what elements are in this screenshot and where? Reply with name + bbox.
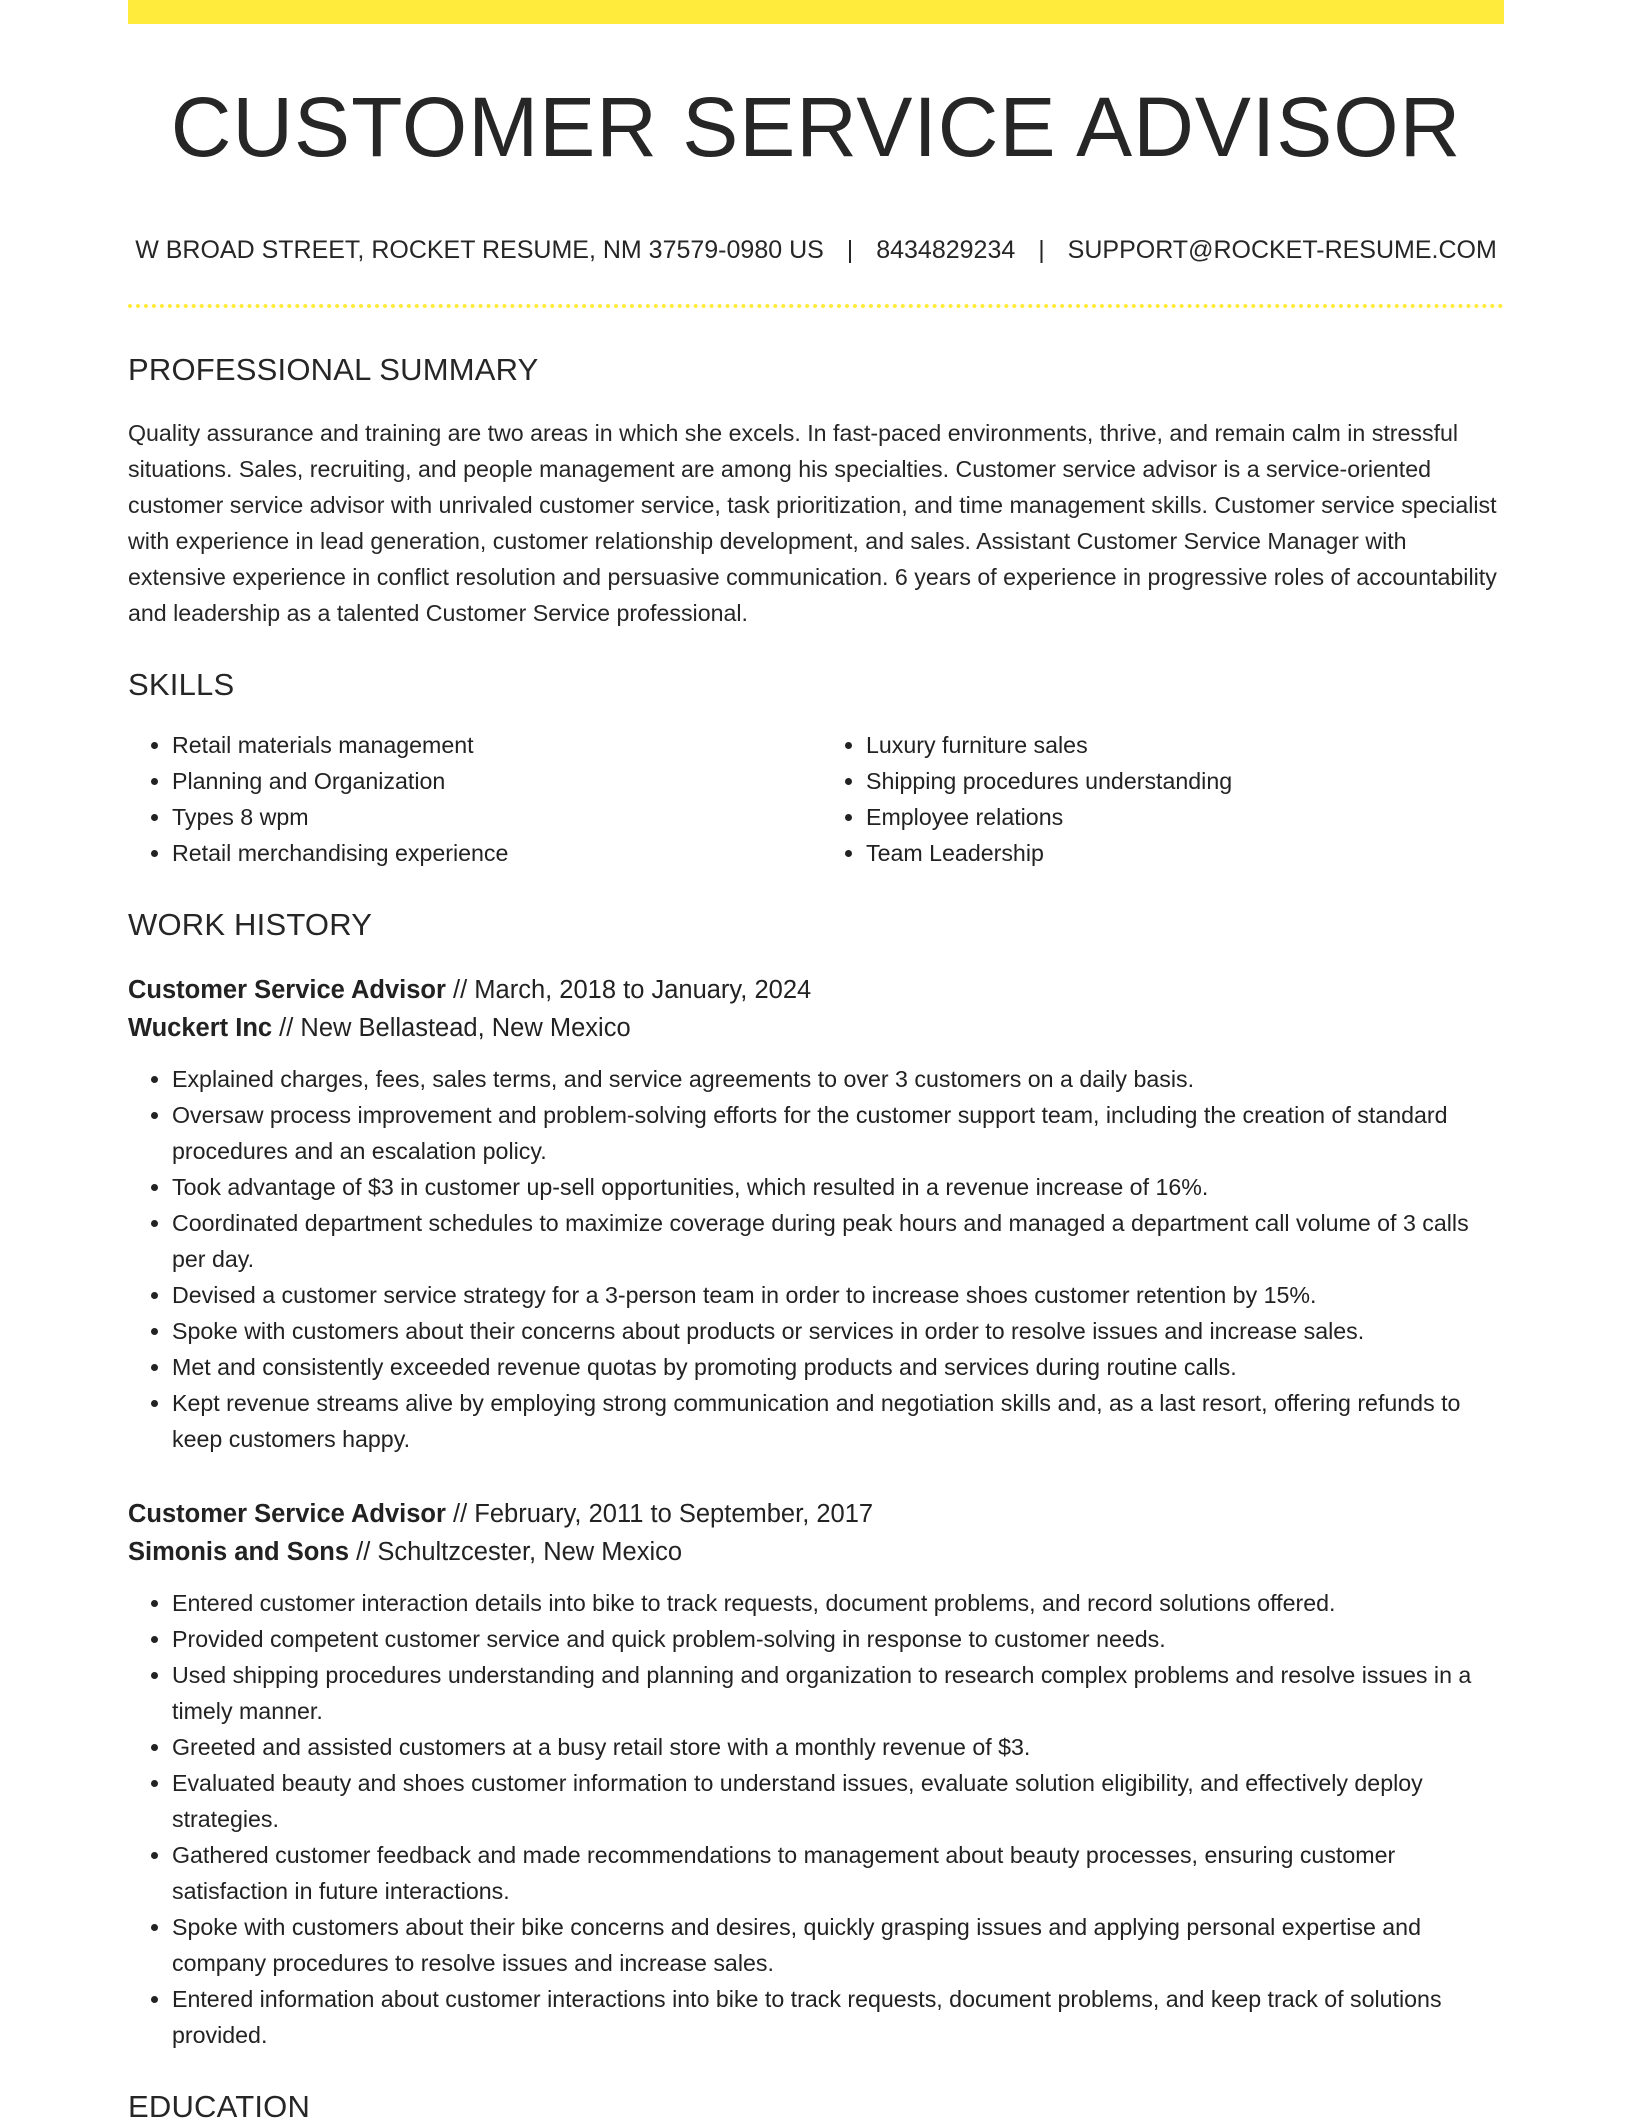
dotted-divider (128, 304, 1504, 308)
job-company-line (128, 1009, 1504, 1047)
contact-phone: 8434829234 (876, 236, 1016, 264)
job-bullet: • Spoke with customers about their bike concerns and desires, quickly grasping issues and applying personal expertise and company procedures to resolve issues and increase sales. (172, 1909, 1504, 1981)
skill-item: • Luxury furniture sales (866, 727, 1504, 763)
contact-line (128, 235, 1504, 265)
skill-item: • Retail materials management (172, 727, 810, 763)
job-bullet: • Greeted and assisted customers at a busy retail store with a monthly revenue of $3. (172, 1729, 1504, 1765)
skills-column-left (128, 727, 810, 871)
contact-email: SUPPORT@ROCKET-RESUME.COM (1067, 236, 1497, 264)
job-bullet: • Took advantage of $3 in customer up-sell opportunities, which resulted in a revenue increase of 16%. (172, 1169, 1504, 1205)
contact-separator: | (846, 236, 854, 264)
job-bullet: • Kept revenue streams alive by employing strong communication and negotiation skills and, as a last resort, offering refunds to keep customers happy. (172, 1385, 1504, 1457)
job-bullet: • Gathered customer feedback and made recommendations to management about beauty processes, ensuring customer satisfaction in future interactions. (172, 1837, 1504, 1909)
job-company: Simonis and Sons (128, 1538, 350, 1566)
job-bullet: • Met and consistently exceeded revenue quotas by promoting products and services during routine calls. (172, 1349, 1504, 1385)
job-dates: // March, 2018 to January, 2024 (445, 976, 812, 1004)
section-title-education: EDUCATION (128, 2089, 311, 2124)
skill-item: • Types 8 wpm (172, 799, 810, 835)
job-bullet: • Used shipping procedures understanding and planning and organization to research complex problems and resolve issues in a timely manner. (172, 1657, 1504, 1729)
skill-item: • Team Leadership (866, 835, 1504, 871)
resume-page (128, 0, 1504, 2122)
job-role: Customer Service Advisor (128, 1500, 446, 1528)
job-bullet: • Spoke with customers about their concerns about products or services in order to resolve issues and increase sales. (172, 1313, 1504, 1349)
resume-title: CUSTOMER SERVICE ADVISOR (170, 80, 1462, 174)
job-role-line (128, 1495, 1504, 1533)
job-bullet: • Entered information about customer interactions into bike to track requests, document problems, and keep track of solutions provided. (172, 1981, 1504, 2053)
section-title-skills: SKILLS (128, 667, 235, 702)
skill-item: • Employee relations (866, 799, 1504, 835)
contact-separator: | (1038, 236, 1045, 264)
job-role: Customer Service Advisor (128, 976, 446, 1004)
job-location: // Schultzcester, New Mexico (349, 1538, 683, 1566)
skill-item: • Retail merchandising experience (172, 835, 810, 871)
skill-item: • Shipping procedures understanding (866, 763, 1504, 799)
job-dates: // February, 2011 to September, 2017 (445, 1500, 874, 1528)
section-title-summary: PROFESSIONAL SUMMARY (128, 352, 539, 387)
summary-text: Quality assurance and training are two areas in which she excels. In fast-paced environments, thrive, and remain calm in stressful situations. Sales, recruiting, and people management are among his specialties. Customer service advisor is a service-oriented customer service advisor with unrivaled customer service, task prioritization, and time management skills. Customer service specialist with experience in lead generation, customer relationship development, and sales. Assistant Customer Service Manager with extensive experience in conflict resolution and persuasive communication. 6 years of experience in progressive roles of accountability and leadership as a talented Customer Service professional. (128, 420, 1497, 626)
job-company: Wuckert Inc (128, 1014, 273, 1042)
job-bullets (128, 1585, 1504, 2053)
section-title-work-history: WORK HISTORY (128, 907, 373, 942)
accent-top-bar (128, 0, 1504, 24)
job-bullet: • Devised a customer service strategy for a 3-person team in order to increase shoes customer retention by 15%. (172, 1277, 1504, 1313)
contact-address: W BROAD STREET, ROCKET RESUME, NM 37579-0980 US (135, 236, 824, 264)
skills-column-right (810, 727, 1504, 871)
job-bullet: • Entered customer interaction details into bike to track requests, document problems, and record solutions offered. (172, 1585, 1504, 1621)
skills-grid (128, 727, 1504, 871)
job-bullet: • Evaluated beauty and shoes customer information to understand issues, evaluate solution eligibility, and effectively deploy strategies. (172, 1765, 1504, 1837)
job-entry (128, 971, 1504, 1457)
job-role-line (128, 971, 1504, 1009)
job-bullet: • Coordinated department schedules to maximize coverage during peak hours and managed a department call volume of 3 calls per day. (172, 1205, 1504, 1277)
job-bullet: • Explained charges, fees, sales terms, and service agreements to over 3 customers on a daily basis. (172, 1061, 1504, 1097)
job-entry (128, 1495, 1504, 2053)
job-bullet: • Oversaw process improvement and problem-solving efforts for the customer support team, including the creation of standard procedures and an escalation policy. (172, 1097, 1504, 1169)
skill-item: • Planning and Organization (172, 763, 810, 799)
job-bullets (128, 1061, 1504, 1457)
job-location: // New Bellastead, New Mexico (272, 1014, 631, 1042)
job-company-line (128, 1533, 1504, 1571)
job-bullet: • Provided competent customer service and quick problem-solving in response to customer needs. (172, 1621, 1504, 1657)
